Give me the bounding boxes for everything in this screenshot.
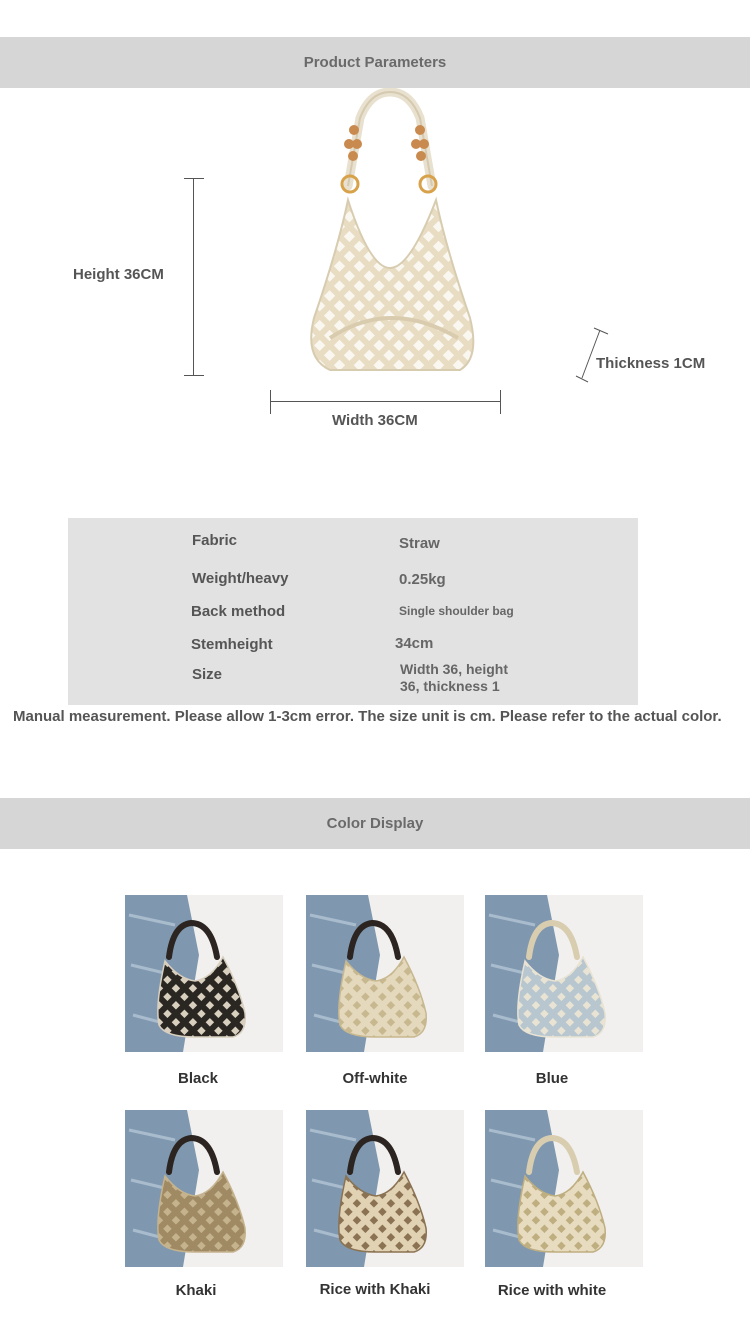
height-line [193,178,194,375]
color-swatch-image[interactable] [125,1110,283,1267]
spec-table [68,518,638,705]
spec-key-size: Size [192,666,223,683]
height-line-cap-top [184,178,204,179]
spec-value-weight: 0.25kg [399,571,446,588]
color-label-blue: Blue [535,1070,569,1087]
section-title: Product Parameters [303,54,447,71]
product-parameters-header [0,37,750,88]
color-swatch-image[interactable] [485,895,643,1052]
spec-key-fabric: Fabric [192,532,238,549]
spec-value-fabric: Straw [399,535,440,552]
height-line-cap-bottom [184,375,204,376]
height-label: Height 36CM [73,266,164,283]
width-line-cap-left [270,390,271,414]
color-label-black: Black [177,1070,219,1087]
measurement-note: Manual measurement. Please allow 1-3cm error. The size unit is cm. Please refer to the actual color. [13,708,722,725]
spec-value-back-method: Single shoulder bag [399,604,514,618]
spec-key-weight: Weight/heavy [192,570,289,587]
thickness-label: Thickness 1CM [596,355,706,372]
color-label-off-white: Off-white [342,1070,408,1087]
color-swatch-image[interactable] [306,895,464,1052]
main-bag-image [290,88,490,378]
spec-key-stemheight: Stemheight [191,636,273,653]
spec-value-size-line1: Width 36, height [400,661,508,677]
spec-value-size-line2: 36, thickness 1 [400,678,500,694]
color-swatch-image[interactable] [306,1110,464,1267]
spec-key-back-method: Back method [191,603,286,620]
width-line [270,401,501,402]
color-display-header [0,798,750,849]
color-label-khaki: Khaki [175,1282,217,1299]
section-title: Color Display [326,815,424,832]
spec-value-stemheight: 34cm [395,635,434,652]
color-label-rice-with-khaki: Rice with Khaki [319,1281,431,1298]
color-swatch-image[interactable] [485,1110,643,1267]
color-label-rice-with-white: Rice with white [497,1282,607,1299]
color-swatch-image[interactable] [125,895,283,1052]
width-line-cap-right [500,390,501,414]
width-label: Width 36CM [332,412,418,429]
